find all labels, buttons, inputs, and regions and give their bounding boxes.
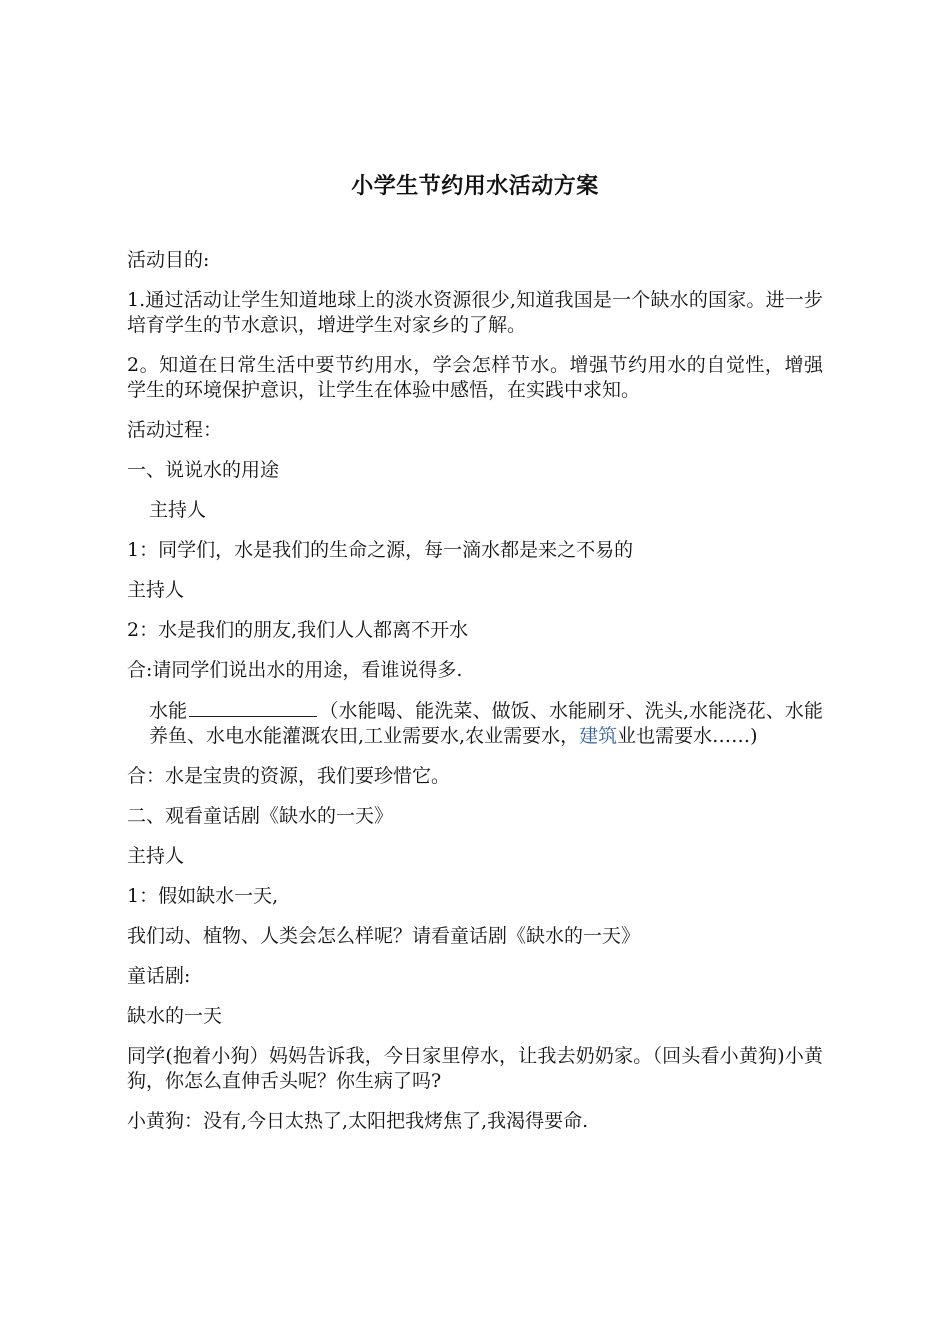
document-body	[127, 248, 823, 1149]
paragraph: 活动过程：	[127, 419, 223, 441]
hyperlink-jianzhu[interactable]: 建筑	[579, 725, 618, 747]
paragraph: 小黄狗：没有,今日太热了,太阳把我烤焦了,我渴得要命.	[127, 1110, 589, 1132]
paragraph: 主持人	[149, 499, 207, 521]
paragraph-fill-in	[127, 698, 823, 749]
paragraph: 缺水的一天	[127, 1005, 223, 1027]
paragraph: 合：水是宝贵的资源，我们要珍惜它。	[127, 765, 451, 787]
paragraph: 主持人	[127, 845, 185, 867]
paragraph: 同学(抱着小狗）妈妈告诉我，今日家里停水，让我去奶奶家。（回头看小黄狗)小黄狗，你怎么直伸舌头呢？你生病了吗?	[127, 1045, 823, 1092]
paragraph: 合:请同学们说出水的用途，看谁说得多.	[127, 659, 463, 681]
fill-in-answer: （水能喝、能洗菜、做饭、水能刷牙、洗头,水能浇花、水能养鱼、水电水能灌溉农田,工业需要水,农业需要水，	[149, 700, 823, 747]
paragraph: 童话剧:	[127, 965, 191, 987]
paragraph: 2。知道在日常生活中要节约用水，学会怎样节水。增强节约用水的自觉性，增强学生的环境保护意识，让学生在体验中感悟，在实践中求知。	[127, 354, 823, 401]
paragraph: 1：假如缺水一天,	[127, 885, 279, 907]
fill-in-answer-end: 业也需要水……)	[617, 725, 758, 747]
document-title: 小学生节约用水活动方案	[351, 174, 599, 199]
section-heading: 一、说说水的用途	[127, 459, 280, 481]
fill-in-prefix: 水能	[149, 700, 188, 722]
paragraph: 主持人	[127, 579, 185, 601]
paragraph: 1：同学们，水是我们的生命之源，每一滴水都是来之不易的	[127, 539, 634, 561]
paragraph: 1.通过活动让学生知道地球上的淡水资源很少,知道我国是一个缺水的国家。进一步培育学生的节水意识，增进学生对家乡的了解。	[127, 289, 823, 336]
paragraph: 我们动、植物、人类会怎么样呢？请看童话剧《缺水的一天》	[127, 925, 641, 947]
paragraph: 2：水是我们的朋友,我们人人都离不开水	[127, 619, 469, 641]
fill-in-blank	[189, 698, 317, 717]
section-heading: 二、观看童话剧《缺水的一天》	[127, 805, 394, 827]
paragraph: 活动目的:	[127, 249, 210, 271]
